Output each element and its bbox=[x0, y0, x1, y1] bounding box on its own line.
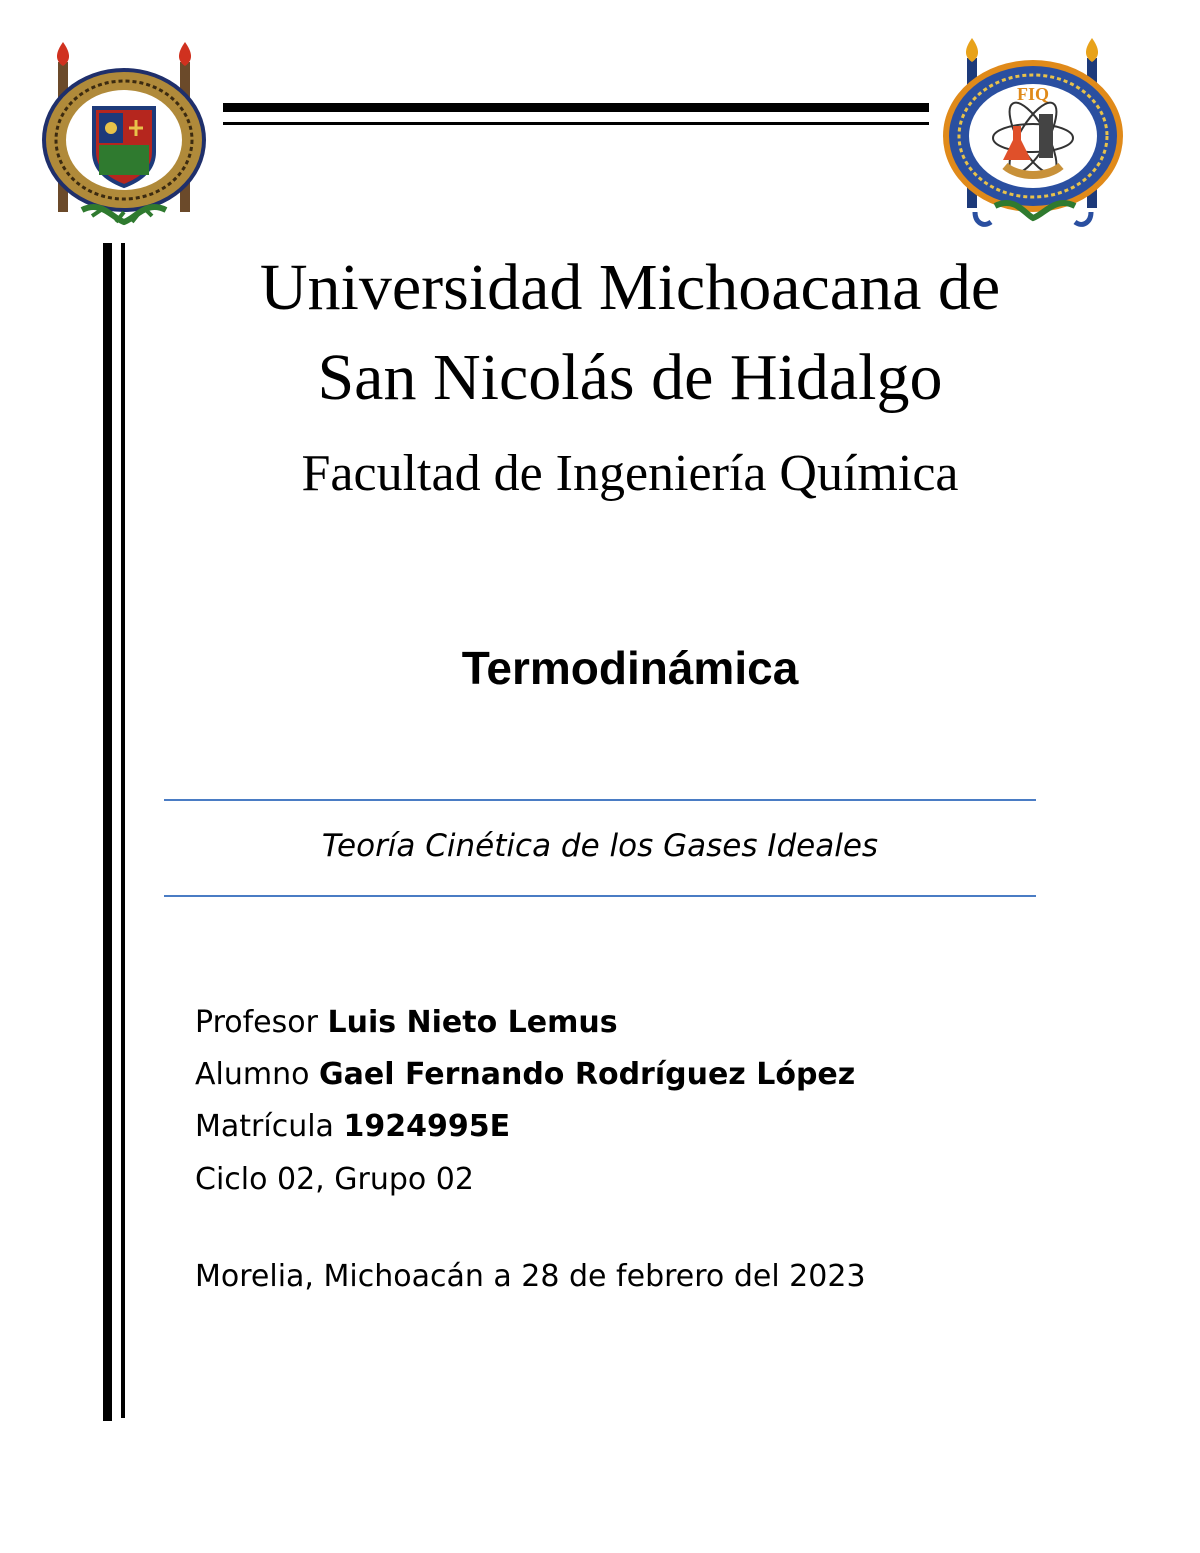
cycle-group: Ciclo 02, Grupo 02 bbox=[195, 1162, 474, 1197]
professor-label: Profesor bbox=[195, 1005, 318, 1040]
id-line bbox=[195, 1109, 511, 1144]
place-date: Morelia, Michoacán a 28 de febrero del 2023 bbox=[195, 1259, 866, 1294]
university-name-line2: San Nicolás de Hidalgo bbox=[317, 341, 943, 414]
student-label: Alumno bbox=[195, 1057, 310, 1092]
student-line bbox=[195, 1057, 856, 1092]
professor-name: Luis Nieto Lemus bbox=[327, 1005, 618, 1040]
id-label: Matrícula bbox=[195, 1109, 334, 1144]
faculty-name: Facultad de Ingeniería Química bbox=[301, 445, 959, 502]
fiq-badge-text: FIQ bbox=[1016, 84, 1050, 104]
professor-line bbox=[195, 1005, 618, 1040]
header-thick-rule bbox=[223, 103, 929, 112]
topic-top-rule bbox=[164, 799, 1036, 801]
university-name-line1: Universidad Michoacana de bbox=[259, 251, 1001, 324]
left-thin-rule bbox=[121, 243, 125, 1418]
student-name: Gael Fernando Rodríguez López bbox=[319, 1057, 856, 1092]
umsnh-crest-icon bbox=[32, 40, 216, 237]
fiq-crest-icon bbox=[935, 36, 1135, 237]
header-thin-rule bbox=[223, 122, 929, 125]
subject-title: Termodinámica bbox=[461, 642, 799, 694]
id-value: 1924995E bbox=[343, 1109, 511, 1144]
topic-title: Teoría Cinética de los Gases Ideales bbox=[321, 828, 879, 864]
topic-bottom-rule bbox=[164, 895, 1036, 897]
left-thick-rule bbox=[103, 243, 112, 1421]
